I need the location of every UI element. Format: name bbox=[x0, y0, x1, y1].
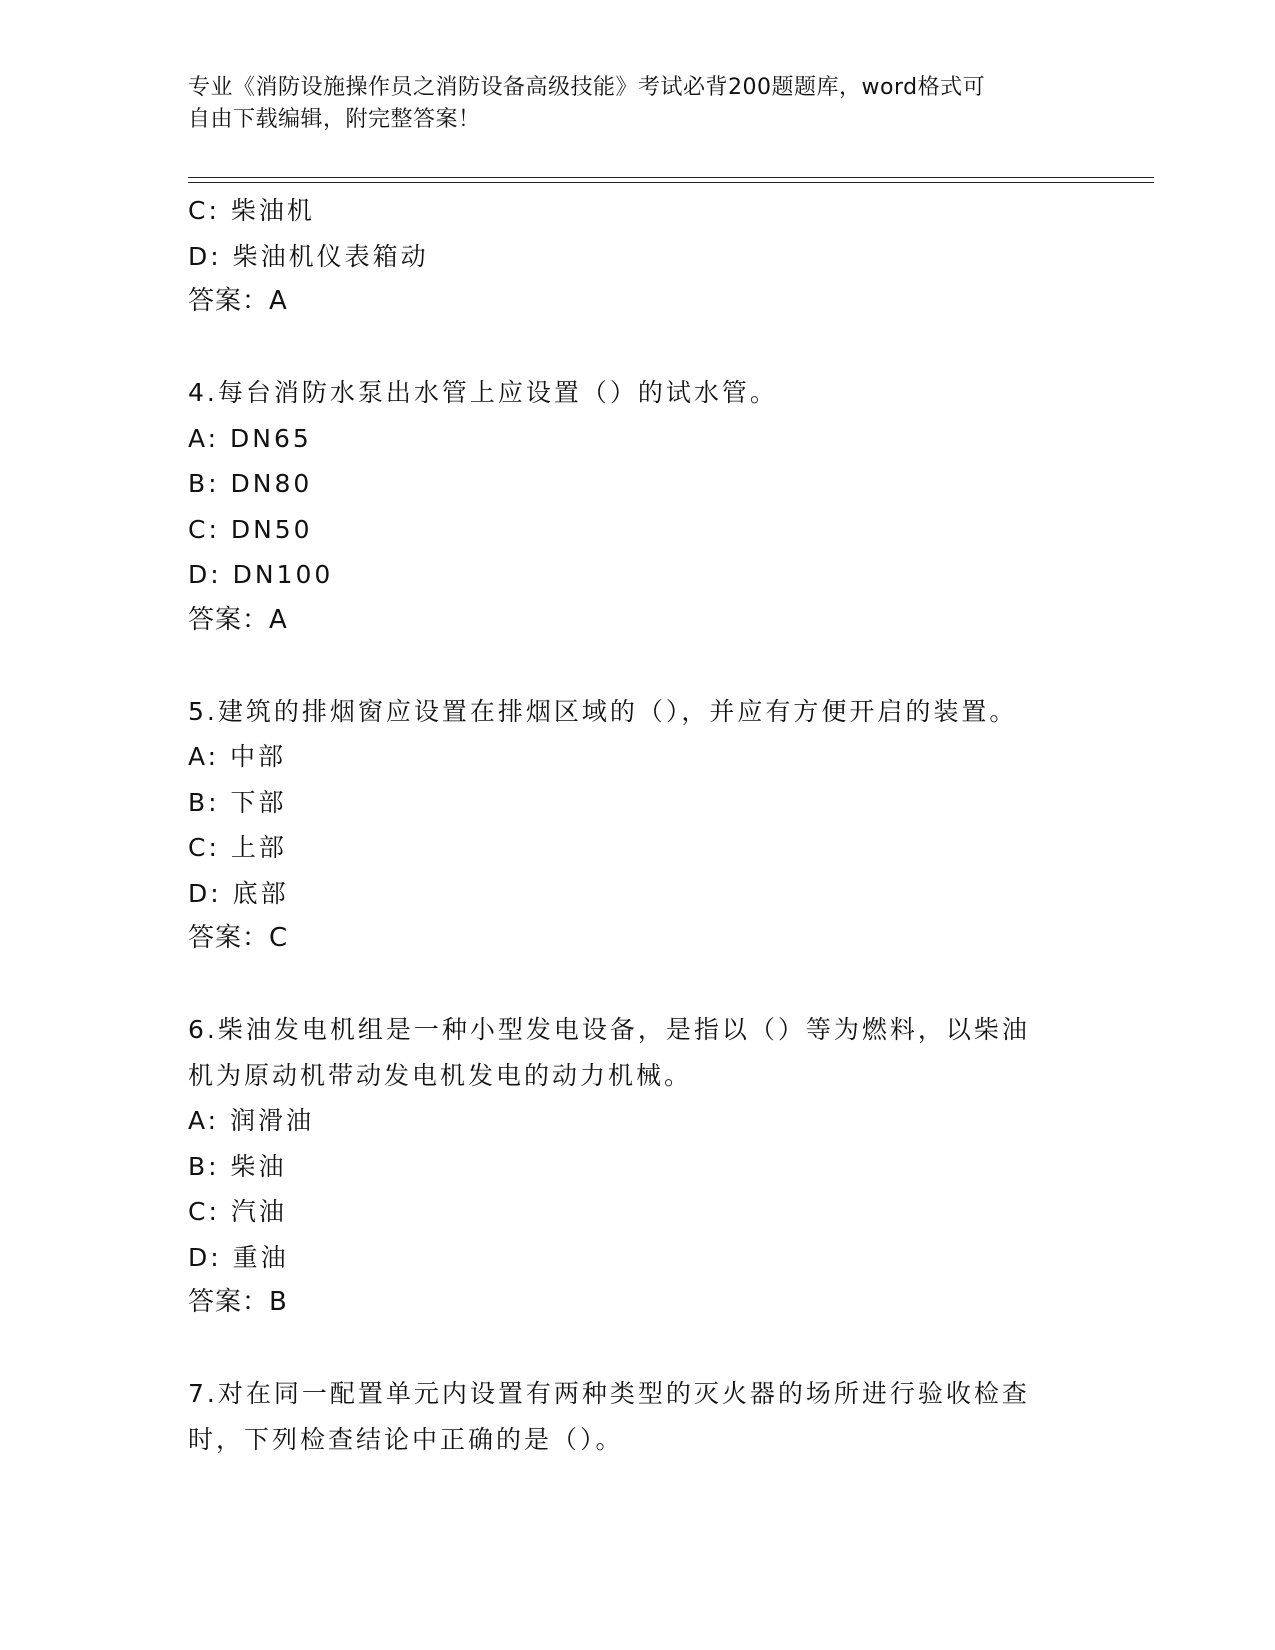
question-stem: 5.建筑的排烟窗应设置在排烟区域的（），并应有方便开启的装置。 bbox=[188, 696, 1018, 726]
question-stem-line-1: 6.柴油发电机组是一种小型发电设备，是指以（）等为燃料，以柴油 bbox=[188, 1015, 1030, 1044]
option-d: D: 柴油机仪表箱动 bbox=[188, 241, 429, 271]
document-header bbox=[188, 72, 1068, 136]
answer-line: 答案：A bbox=[188, 286, 288, 316]
option-b: B: DN80 bbox=[188, 469, 313, 498]
header-divider-top bbox=[188, 177, 1154, 178]
question-stem-line-2: 时，下列检查结论中正确的是（）。 bbox=[188, 1424, 624, 1454]
option-d: D: 重油 bbox=[188, 1242, 289, 1272]
option-c: C: 上部 bbox=[188, 833, 287, 862]
option-b: B: 柴油 bbox=[188, 1151, 287, 1181]
header-line-1: 专业《消防设施操作员之消防设备高级技能》考试必背200题题库，word格式可 bbox=[188, 75, 986, 100]
answer-line: 答案：C bbox=[188, 923, 289, 953]
option-d: D: 底部 bbox=[188, 878, 289, 908]
option-d: D: DN100 bbox=[188, 560, 334, 589]
option-c: C: 汽油 bbox=[188, 1197, 287, 1226]
option-c: C: DN50 bbox=[188, 514, 313, 544]
question-stem-line-1: 7.对在同一配置单元内设置有两种类型的灭火器的场所进行验收检查 bbox=[188, 1379, 1030, 1408]
question-4 bbox=[188, 370, 1068, 643]
question-5 bbox=[188, 689, 1068, 962]
question-spacer bbox=[188, 325, 1068, 371]
question-7 bbox=[188, 1371, 1068, 1462]
question-3-continued bbox=[188, 188, 1068, 325]
question-list bbox=[188, 188, 1068, 1462]
question-spacer bbox=[188, 643, 1068, 689]
option-a: A: 润滑油 bbox=[188, 1106, 315, 1135]
question-spacer bbox=[188, 1326, 1068, 1372]
option-b: B: 下部 bbox=[188, 787, 287, 817]
header-divider-bottom bbox=[188, 182, 1154, 183]
option-a: A: 中部 bbox=[188, 742, 287, 771]
header-line-2: 自由下载编辑，附完整答案！ bbox=[188, 107, 481, 132]
question-stem-line-2: 机为原动机带动发电机发电的动力机械。 bbox=[188, 1060, 693, 1090]
option-c: C: 柴油机 bbox=[188, 196, 315, 225]
option-a: A: DN65 bbox=[188, 423, 312, 453]
answer-line: 答案：B bbox=[188, 1287, 288, 1317]
question-6 bbox=[188, 1007, 1068, 1326]
question-stem: 4.每台消防水泵出水管上应设置（）的试水管。 bbox=[188, 378, 778, 407]
question-spacer bbox=[188, 962, 1068, 1008]
answer-line: 答案：A bbox=[188, 604, 288, 635]
